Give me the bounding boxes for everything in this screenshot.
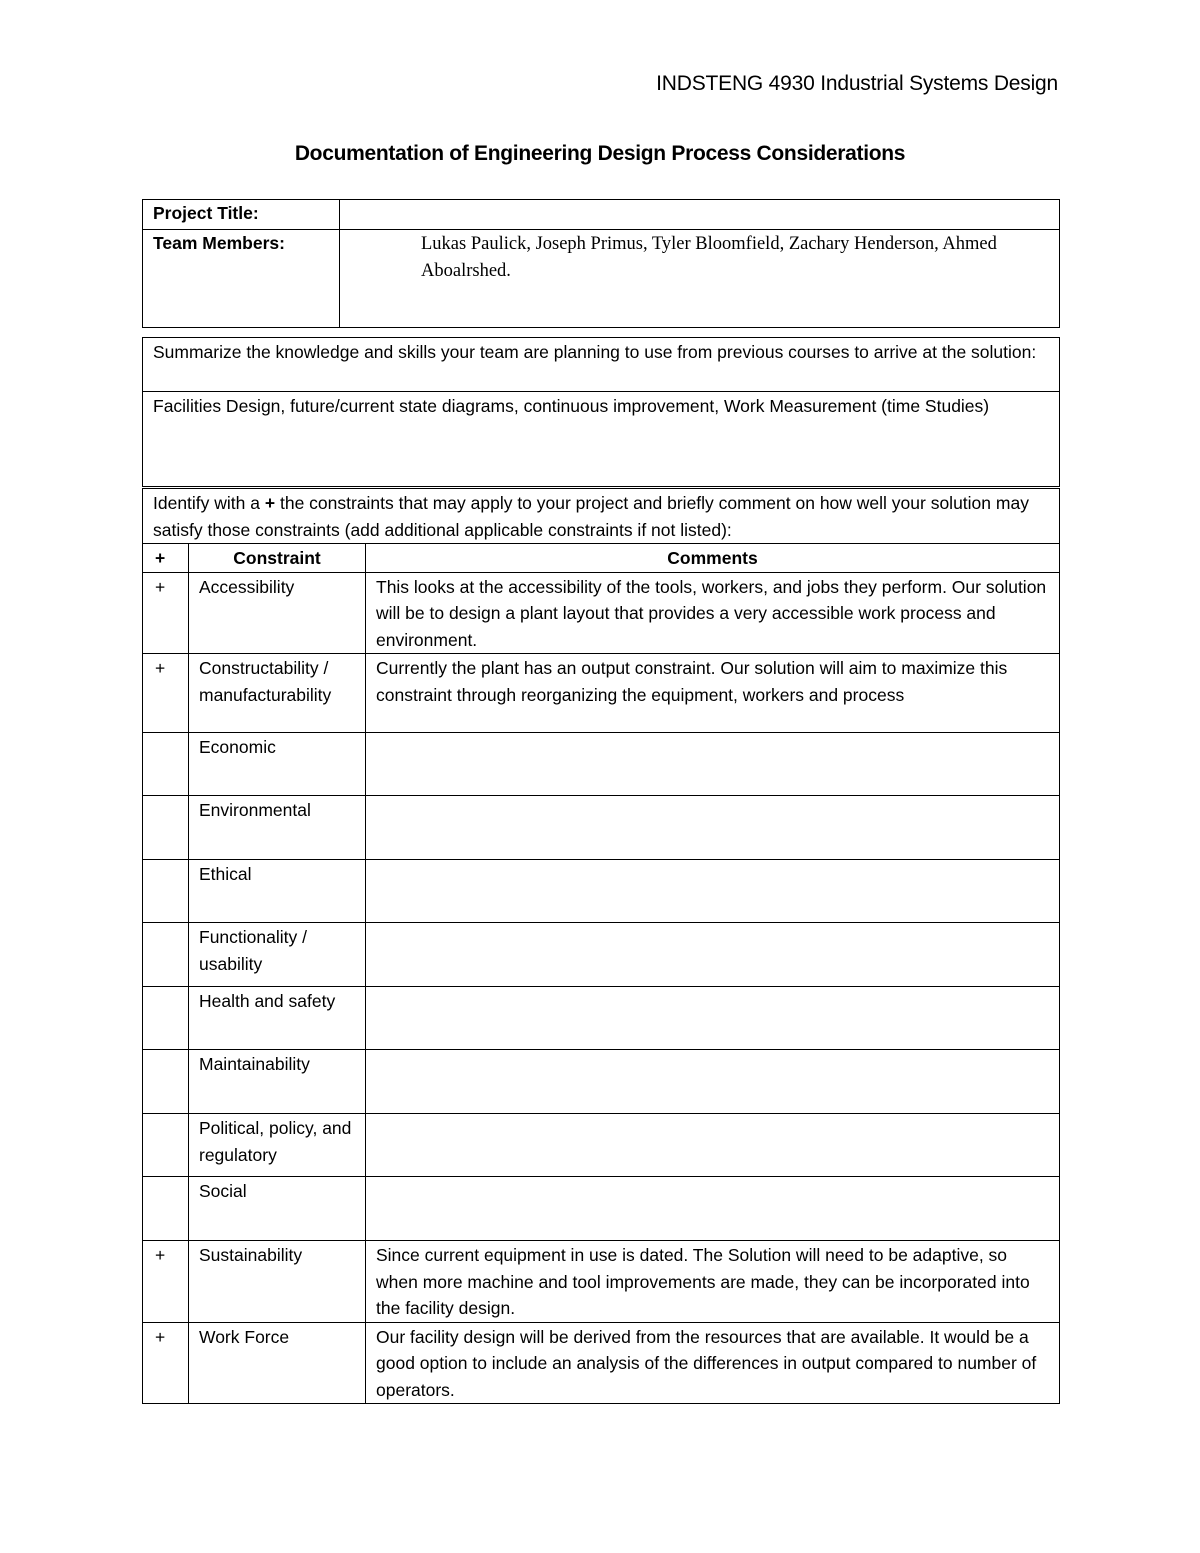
knowledge-answer: Facilities Design, future/current state diagrams, continuous improvement, Work Measurement (time Studies) xyxy=(143,392,1060,487)
table-row xyxy=(143,1050,1060,1114)
knowledge-table xyxy=(142,337,1060,487)
table-row xyxy=(143,733,1060,796)
row-comment: This looks at the accessibility of the tools, workers, and jobs they perform. Our solution will be to design a plant layout that provides a very accessible work process and environment. xyxy=(366,572,1060,654)
project-title-label: Project Title: xyxy=(143,200,340,230)
project-info-table xyxy=(142,199,1060,328)
row-mark xyxy=(143,733,189,796)
table-row xyxy=(143,654,1060,733)
row-mark: + xyxy=(143,654,189,733)
table-row xyxy=(143,860,1060,923)
row-comment xyxy=(366,860,1060,923)
row-mark xyxy=(143,923,189,987)
row-mark xyxy=(143,1050,189,1114)
row-comment xyxy=(366,1177,1060,1241)
row-constraint: Functionality / usability xyxy=(189,923,366,987)
row-constraint: Sustainability xyxy=(189,1241,366,1323)
row-comment xyxy=(366,1114,1060,1177)
constraints-table xyxy=(142,488,1060,1404)
row-constraint: Maintainability xyxy=(189,1050,366,1114)
project-title-value xyxy=(340,200,1060,230)
row-constraint: Constructability / manufacturability xyxy=(189,654,366,733)
team-members-value: Lukas Paulick, Joseph Primus, Tyler Bloomfield, Zachary Henderson, Ahmed Aboalrshed. xyxy=(340,230,1060,328)
row-comment: Our facility design will be derived from the resources that are available. It would be a good option to include an analysis of the differences in output compared to number of operators. xyxy=(366,1322,1060,1404)
row-mark xyxy=(143,1177,189,1241)
row-constraint: Ethical xyxy=(189,860,366,923)
document-title: Documentation of Engineering Design Process Considerations xyxy=(294,142,906,165)
column-header-plus: + xyxy=(143,544,189,573)
constraints-prompt-prefix: Identify with a xyxy=(153,493,265,513)
row-comment xyxy=(366,1050,1060,1114)
row-mark xyxy=(143,987,189,1050)
team-members-label: Team Members: xyxy=(143,230,340,328)
row-comment xyxy=(366,733,1060,796)
constraints-prompt-plus: + xyxy=(264,493,276,513)
table-row xyxy=(143,1177,1060,1241)
constraints-prompt-suffix: the constraints that may apply to your project and briefly comment on how well your solution may satisfy those constraints (add additional applicable constraints if not listed): xyxy=(153,493,1029,540)
table-row xyxy=(143,796,1060,860)
row-mark: + xyxy=(143,572,189,654)
table-row xyxy=(143,987,1060,1050)
row-comment xyxy=(366,923,1060,987)
row-comment: Currently the plant has an output constraint. Our solution will aim to maximize this constraint through reorganizing the equipment, workers and process xyxy=(366,654,1060,733)
row-comment: Since current equipment in use is dated. The Solution will need to be adaptive, so when more machine and tool improvements are made, they can be incorporated into the facility design. xyxy=(366,1241,1060,1323)
row-constraint: Health and safety xyxy=(189,987,366,1050)
row-mark xyxy=(143,1114,189,1177)
table-row xyxy=(143,1322,1060,1404)
table-row xyxy=(143,1241,1060,1323)
row-constraint: Social xyxy=(189,1177,366,1241)
row-mark: + xyxy=(143,1322,189,1404)
column-header-comments: Comments xyxy=(366,544,1060,573)
row-constraint: Environmental xyxy=(189,796,366,860)
row-mark: + xyxy=(143,1241,189,1323)
row-constraint: Accessibility xyxy=(189,572,366,654)
row-constraint: Political, policy, and regulatory xyxy=(189,1114,366,1177)
table-row xyxy=(143,923,1060,987)
row-constraint: Economic xyxy=(189,733,366,796)
table-row xyxy=(143,572,1060,654)
table-row xyxy=(143,1114,1060,1177)
row-comment xyxy=(366,796,1060,860)
row-constraint: Work Force xyxy=(189,1322,366,1404)
constraints-prompt xyxy=(143,489,1060,544)
knowledge-prompt: Summarize the knowledge and skills your team are planning to use from previous courses to arrive at the solution: xyxy=(143,338,1060,392)
row-mark xyxy=(143,860,189,923)
column-header-constraint: Constraint xyxy=(189,544,366,573)
course-header: INDSTENG 4930 Industrial Systems Design xyxy=(656,72,1058,95)
row-mark xyxy=(143,796,189,860)
row-comment xyxy=(366,987,1060,1050)
